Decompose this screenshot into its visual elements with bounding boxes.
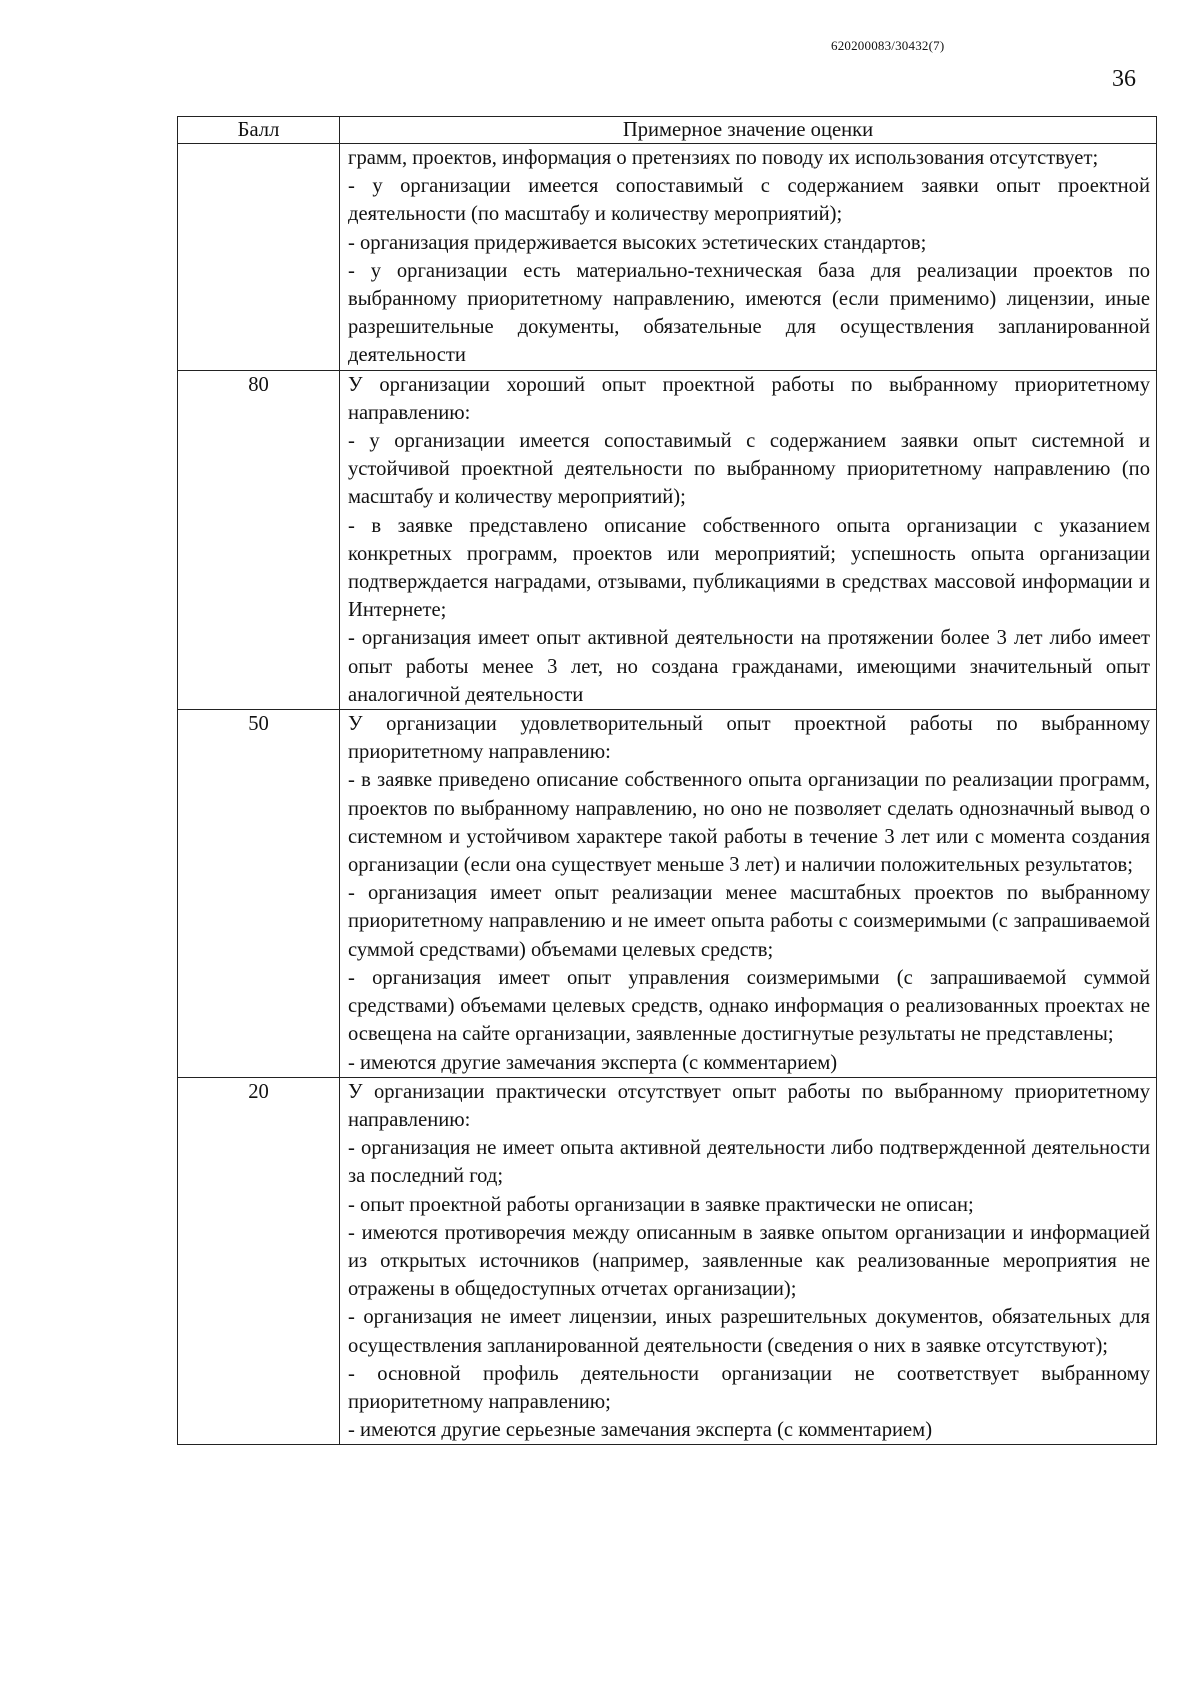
score-cell	[178, 144, 340, 371]
description-line: - имеются другие серьезные замечания эксперта (с комментарием)	[348, 1419, 933, 1442]
description-line: - в заявке приведено описание собственного опыта организации по реализации программ, проектов по выбранному направлению, но оно не позволяет сделать однозначный вывод о системном и устойчивом характере такой работы в течение 3 лет или с момента создания организации (если она существует меньше 3 лет) и наличии положительных результатов;	[348, 769, 1150, 877]
description-line: - организация имеет опыт активной деятельности на протяжении более 3 лет либо имеет опыт работы менее 3 лет, но создана гражданами, имеющими значительный опыт аналогичной деятельности	[348, 627, 1150, 706]
description-line: - у организации есть материально-техническая база для реализации проектов по выбранному приоритетному направлению, имеются (если применимо) лицензии, иные разрешительные документы, обязательные для осуществления запланированной деятельности	[348, 259, 1150, 367]
score-cell: 50	[178, 710, 340, 1078]
description-line: - организация не имеет лицензии, иных разрешительных документов, обязательных для осуществления запланированной деятельности (сведения о них в заявке отсутствуют);	[348, 1306, 1150, 1357]
description-line: - имеются противоречия между описанным в заявке опытом организации и информацией из открытых источников (например, заявленные как реализованные мероприятия не отражены в общедоступных отчетах организации);	[348, 1221, 1150, 1301]
description-line: - опыт проектной работы организации в заявке практически не описан;	[348, 1193, 974, 1216]
description-column-header: Примерное значение оценки	[340, 117, 1157, 144]
description-line: - организация имеет опыт реализации менее масштабных проектов по выбранному приоритетному направлению и не имеет опыта работы с соизмеримыми (с запрашиваемой суммой средствами) объемами целевых средств;	[348, 882, 1150, 961]
description-line: У организации удовлетворительный опыт проектной работы по выбранному приоритетному направлению:	[348, 713, 1150, 764]
description-line: У организации практически отсутствует опыт работы по выбранному приоритетному направлению:	[348, 1080, 1150, 1131]
description-line: - организация придерживается высоких эстетических стандартов;	[348, 231, 927, 254]
description-line: У организации хороший опыт проектной работы по выбранному приоритетному направлению:	[348, 373, 1150, 424]
description-line: - у организации имеется сопоставимый с содержанием заявки опыт проектной деятельности (по масштабу и количеству мероприятий);	[348, 175, 1150, 226]
description-line: - основной профиль деятельности организации не соответствует выбранному приоритетному направлению;	[348, 1362, 1150, 1413]
document-id: 620200083/30432(7)	[831, 38, 945, 53]
score-criteria-table	[177, 116, 1157, 1445]
description-line: - организация имеет опыт управления соизмеримыми (с запрашиваемой суммой средствами) объемами целевых средств, однако информация о реализованных проектах не освещена на сайте организации, заявленные достигнутые результаты не представлены;	[348, 966, 1150, 1046]
table-row	[178, 144, 1157, 371]
score-cell: 20	[178, 1077, 340, 1445]
table-header-row	[178, 117, 1157, 144]
description-cell	[340, 1077, 1157, 1445]
description-cell	[340, 370, 1157, 709]
description-line: - у организации имеется сопоставимый с содержанием заявки опыт системной и устойчивой проектной деятельности по выбранному приоритетному направлению (по масштабу и количеству мероприятий);	[348, 430, 1150, 509]
table-row	[178, 370, 1157, 709]
description-cell	[340, 710, 1157, 1078]
description-line: грамм, проектов, информация о претензиях по поводу их использования отсутствует;	[348, 147, 1099, 169]
description-line: - имеются другие замечания эксперта (с комментарием)	[348, 1051, 838, 1074]
score-cell: 80	[178, 370, 340, 709]
table-row	[178, 710, 1157, 1078]
table-row	[178, 1077, 1157, 1445]
description-line: - организация не имеет опыта активной деятельности либо подтвержденной деятельности за последний год;	[348, 1137, 1150, 1188]
description-cell	[340, 144, 1157, 371]
score-column-header: Балл	[178, 117, 340, 144]
description-line: - в заявке представлено описание собственного опыта организации с указанием конкретных программ, проектов или мероприятий; успешность опыта организации подтверждается наградами, отзывами, публикациями в средствах массовой информации и Интернете;	[348, 514, 1150, 622]
page-number: 36	[1112, 66, 1136, 92]
